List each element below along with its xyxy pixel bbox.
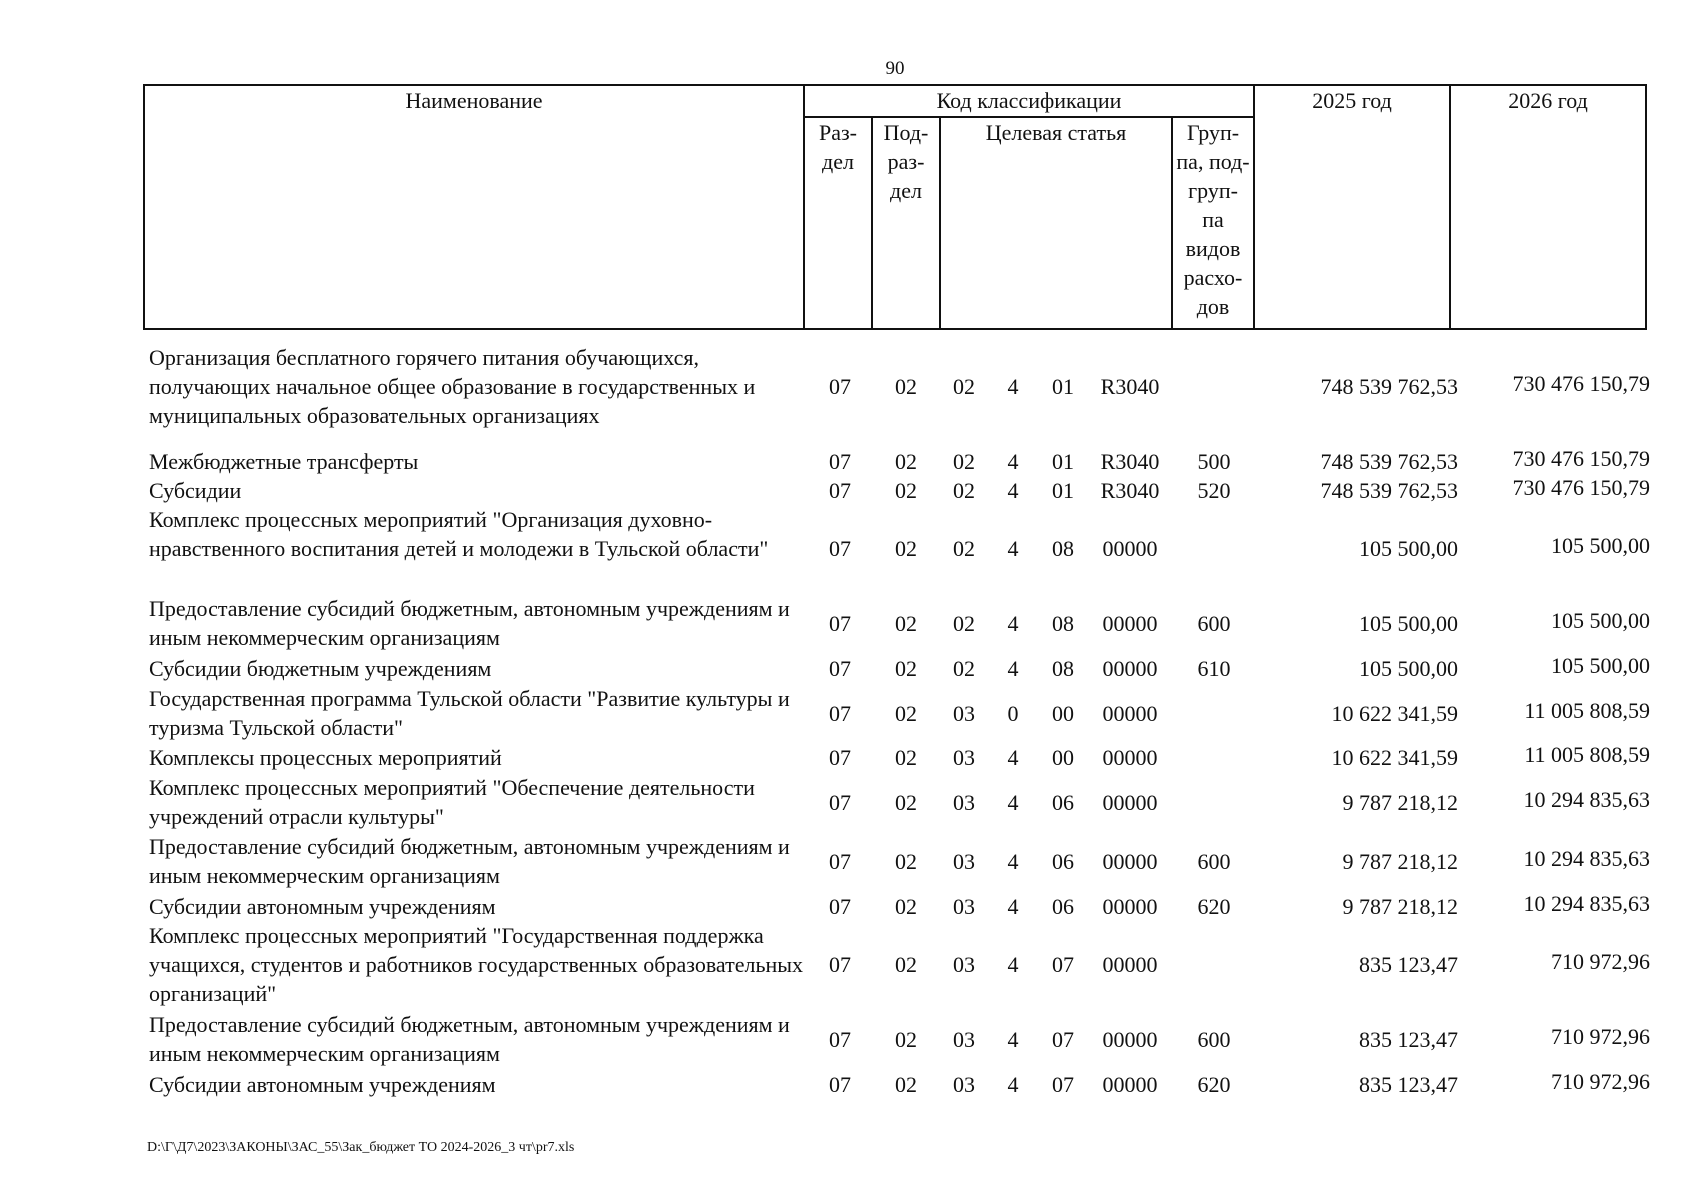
row-amount-2025: 105 500,00: [1359, 536, 1458, 561]
row-program: 03: [953, 1072, 975, 1097]
row-code: 00000: [1102, 745, 1158, 770]
row-code: 00000: [1102, 790, 1158, 815]
row-program: 02: [953, 611, 975, 636]
row-program: 02: [953, 656, 975, 681]
row-type: 4: [1007, 745, 1019, 770]
row-type: 0: [1007, 701, 1019, 726]
header-podrazdel-line: Под-: [883, 120, 929, 145]
row-amount-2026: 105 500,00: [1551, 608, 1650, 633]
row-amount-2025: 10 622 341,59: [1331, 745, 1458, 770]
row-amount-2025: 105 500,00: [1359, 611, 1458, 636]
header-group-line: па: [1202, 207, 1224, 232]
row-program: 02: [953, 536, 975, 561]
row-subprogram: 01: [1052, 478, 1074, 503]
row-program: 02: [953, 449, 975, 474]
row-name: Организация бесплатного горячего питания обучающихся, получающих начальное общее образование в государственных и муниципальных образовательных организациях: [149, 345, 756, 428]
row-podrazdel: 02: [895, 1027, 917, 1052]
row-amount-2025: 10 622 341,59: [1331, 701, 1458, 726]
row-amount-2026: 10 294 835,63: [1523, 787, 1650, 812]
row-name: Комплексы процессных мероприятий: [149, 745, 502, 770]
row-podrazdel: 02: [895, 790, 917, 815]
file-path-footer: D:\Г\Д7\2023\ЗАКОНЫ\ЗАС_55\Зак_бюджет ТО 2024-2026_3 чт\pr7.xls: [147, 1140, 575, 1155]
header-podrazdel-line: раз-: [887, 149, 925, 174]
row-code: 00000: [1102, 849, 1158, 874]
row-amount-2026: 710 972,96: [1551, 1069, 1650, 1094]
row-amount-2025: 835 123,47: [1359, 1027, 1458, 1052]
row-subprogram: 08: [1052, 611, 1074, 636]
row-podrazdel: 02: [895, 374, 917, 399]
row-type: 4: [1007, 1027, 1019, 1052]
row-type: 4: [1007, 790, 1019, 815]
row-razdel: 07: [829, 745, 851, 770]
row-amount-2026: 10 294 835,63: [1523, 846, 1650, 871]
row-amount-2026: 730 476 150,79: [1512, 475, 1650, 500]
row-razdel: 07: [829, 374, 851, 399]
row-subprogram: 07: [1052, 1072, 1074, 1097]
row-group: 600: [1197, 849, 1231, 874]
row-group: 500: [1197, 449, 1231, 474]
row-podrazdel: 02: [895, 1072, 917, 1097]
row-amount-2025: 748 539 762,53: [1320, 374, 1458, 399]
row-podrazdel: 02: [895, 656, 917, 681]
row-type: 4: [1007, 656, 1019, 681]
row-subprogram: 01: [1052, 374, 1074, 399]
row-subprogram: 07: [1052, 952, 1074, 977]
row-program: 03: [953, 701, 975, 726]
row-subprogram: 08: [1052, 656, 1074, 681]
row-name: Предоставление субсидий бюджетным, автономным учреждениям и иным некоммерческим организациям: [149, 596, 790, 650]
row-program: 03: [953, 849, 975, 874]
row-type: 4: [1007, 849, 1019, 874]
row-amount-2025: 105 500,00: [1359, 656, 1458, 681]
row-amount-2026: 710 972,96: [1551, 949, 1650, 974]
row-type: 4: [1007, 611, 1019, 636]
row-group: 620: [1197, 894, 1231, 919]
row-razdel: 07: [829, 1027, 851, 1052]
row-name: Предоставление субсидий бюджетным, автономным учреждениям и иным некоммерческим организациям: [149, 834, 790, 888]
row-type: 4: [1007, 449, 1019, 474]
row-subprogram: 06: [1052, 790, 1074, 815]
row-program: 03: [953, 952, 975, 977]
row-code: 00000: [1102, 1072, 1158, 1097]
row-amount-2025: 9 787 218,12: [1342, 849, 1458, 874]
row-podrazdel: 02: [895, 894, 917, 919]
header-razdel-line: дел: [822, 149, 854, 174]
row-name: Субсидии: [149, 478, 242, 503]
row-name: Межбюджетные трансферты: [149, 449, 419, 474]
row-razdel: 07: [829, 701, 851, 726]
row-program: 03: [953, 790, 975, 815]
row-podrazdel: 02: [895, 611, 917, 636]
row-code: 00000: [1102, 656, 1158, 681]
row-code: 00000: [1102, 1027, 1158, 1052]
row-subprogram: 06: [1052, 894, 1074, 919]
row-podrazdel: 02: [895, 849, 917, 874]
row-group: 610: [1197, 656, 1231, 681]
header-year-2025: 2025 год: [1254, 85, 1450, 329]
row-name: Предоставление субсидий бюджетным, автономным учреждениям и иным некоммерческим организациям: [149, 1012, 790, 1066]
row-code: 00000: [1102, 536, 1158, 561]
row-amount-2025: 835 123,47: [1359, 1072, 1458, 1097]
row-group: 600: [1197, 611, 1231, 636]
row-amount-2025: 9 787 218,12: [1342, 790, 1458, 815]
row-code: R3040: [1100, 449, 1160, 474]
row-podrazdel: 02: [895, 745, 917, 770]
header-podrazdel-line: дел: [890, 178, 922, 203]
row-program: 03: [953, 745, 975, 770]
row-name: Комплекс процессных мероприятий "Организация духовно-нравственного воспитания детей и молодежи в Тульской области": [149, 507, 769, 561]
row-subprogram: 00: [1052, 745, 1074, 770]
row-amount-2025: 9 787 218,12: [1342, 894, 1458, 919]
row-podrazdel: 02: [895, 952, 917, 977]
row-razdel: 07: [829, 1072, 851, 1097]
row-amount-2026: 730 476 150,79: [1512, 371, 1650, 396]
row-subprogram: 06: [1052, 849, 1074, 874]
row-group: 620: [1197, 1072, 1231, 1097]
header-group-line: па, под-: [1176, 149, 1250, 174]
row-razdel: 07: [829, 611, 851, 636]
row-razdel: 07: [829, 849, 851, 874]
row-podrazdel: 02: [895, 478, 917, 503]
row-name: Субсидии автономным учреждениям: [149, 1072, 496, 1097]
row-subprogram: 01: [1052, 449, 1074, 474]
row-razdel: 07: [829, 952, 851, 977]
row-type: 4: [1007, 478, 1019, 503]
row-group: 520: [1197, 478, 1231, 503]
row-code: 00000: [1102, 611, 1158, 636]
row-name: Субсидии автономным учреждениям: [149, 894, 496, 919]
row-razdel: 07: [829, 478, 851, 503]
row-name: Комплекс процессных мероприятий "Государственная поддержка учащихся, студентов и работников государственных образовательных организаций": [149, 923, 804, 1006]
row-name: Субсидии бюджетным учреждениям: [149, 656, 492, 681]
row-type: 4: [1007, 536, 1019, 561]
row-code: R3040: [1100, 478, 1160, 503]
row-amount-2025: 748 539 762,53: [1320, 449, 1458, 474]
header-razdel-line: Раз-: [818, 120, 858, 145]
row-subprogram: 07: [1052, 1027, 1074, 1052]
header-year-2026: 2026 год: [1450, 85, 1646, 329]
row-program: 02: [953, 478, 975, 503]
row-program: 03: [953, 1027, 975, 1052]
row-code: R3040: [1100, 374, 1160, 399]
row-type: 4: [1007, 894, 1019, 919]
row-amount-2026: 11 005 808,59: [1524, 698, 1650, 723]
row-amount-2026: 105 500,00: [1551, 533, 1650, 558]
row-podrazdel: 02: [895, 449, 917, 474]
header-group-line: видов: [1185, 236, 1241, 261]
row-razdel: 07: [829, 790, 851, 815]
row-program: 03: [953, 894, 975, 919]
header-name: Наименование: [144, 85, 804, 329]
row-group: 600: [1197, 1027, 1231, 1052]
row-amount-2025: 835 123,47: [1359, 952, 1458, 977]
header-group-line: расхо-: [1183, 265, 1243, 290]
row-podrazdel: 02: [895, 701, 917, 726]
row-razdel: 07: [829, 449, 851, 474]
page-number: 90: [885, 58, 905, 79]
row-amount-2026: 710 972,96: [1551, 1024, 1650, 1049]
row-type: 4: [1007, 374, 1019, 399]
row-podrazdel: 02: [895, 536, 917, 561]
row-razdel: 07: [829, 536, 851, 561]
header-classification-code: Код классификации: [804, 85, 1254, 117]
header-group-line: Груп-: [1186, 120, 1240, 145]
row-amount-2026: 105 500,00: [1551, 653, 1650, 678]
row-program: 02: [953, 374, 975, 399]
row-code: 00000: [1102, 894, 1158, 919]
row-razdel: 07: [829, 656, 851, 681]
row-code: 00000: [1102, 952, 1158, 977]
header-group-line: груп-: [1188, 178, 1238, 203]
row-type: 4: [1007, 952, 1019, 977]
row-amount-2026: 11 005 808,59: [1524, 742, 1650, 767]
row-amount-2026: 730 476 150,79: [1512, 446, 1650, 471]
row-code: 00000: [1102, 701, 1158, 726]
row-amount-2026: 10 294 835,63: [1523, 891, 1650, 916]
row-subprogram: 08: [1052, 536, 1074, 561]
header-target-article: Целевая статья: [940, 117, 1172, 329]
header-group-line: дов: [1196, 294, 1230, 319]
row-amount-2025: 748 539 762,53: [1320, 478, 1458, 503]
row-name: Государственная программа Тульской области "Развитие культуры и туризма Тульской области": [149, 686, 790, 740]
row-type: 4: [1007, 1072, 1019, 1097]
row-subprogram: 00: [1052, 701, 1074, 726]
row-name: Комплекс процессных мероприятий "Обеспечение деятельности учреждений отрасли культуры": [149, 775, 755, 829]
row-razdel: 07: [829, 894, 851, 919]
